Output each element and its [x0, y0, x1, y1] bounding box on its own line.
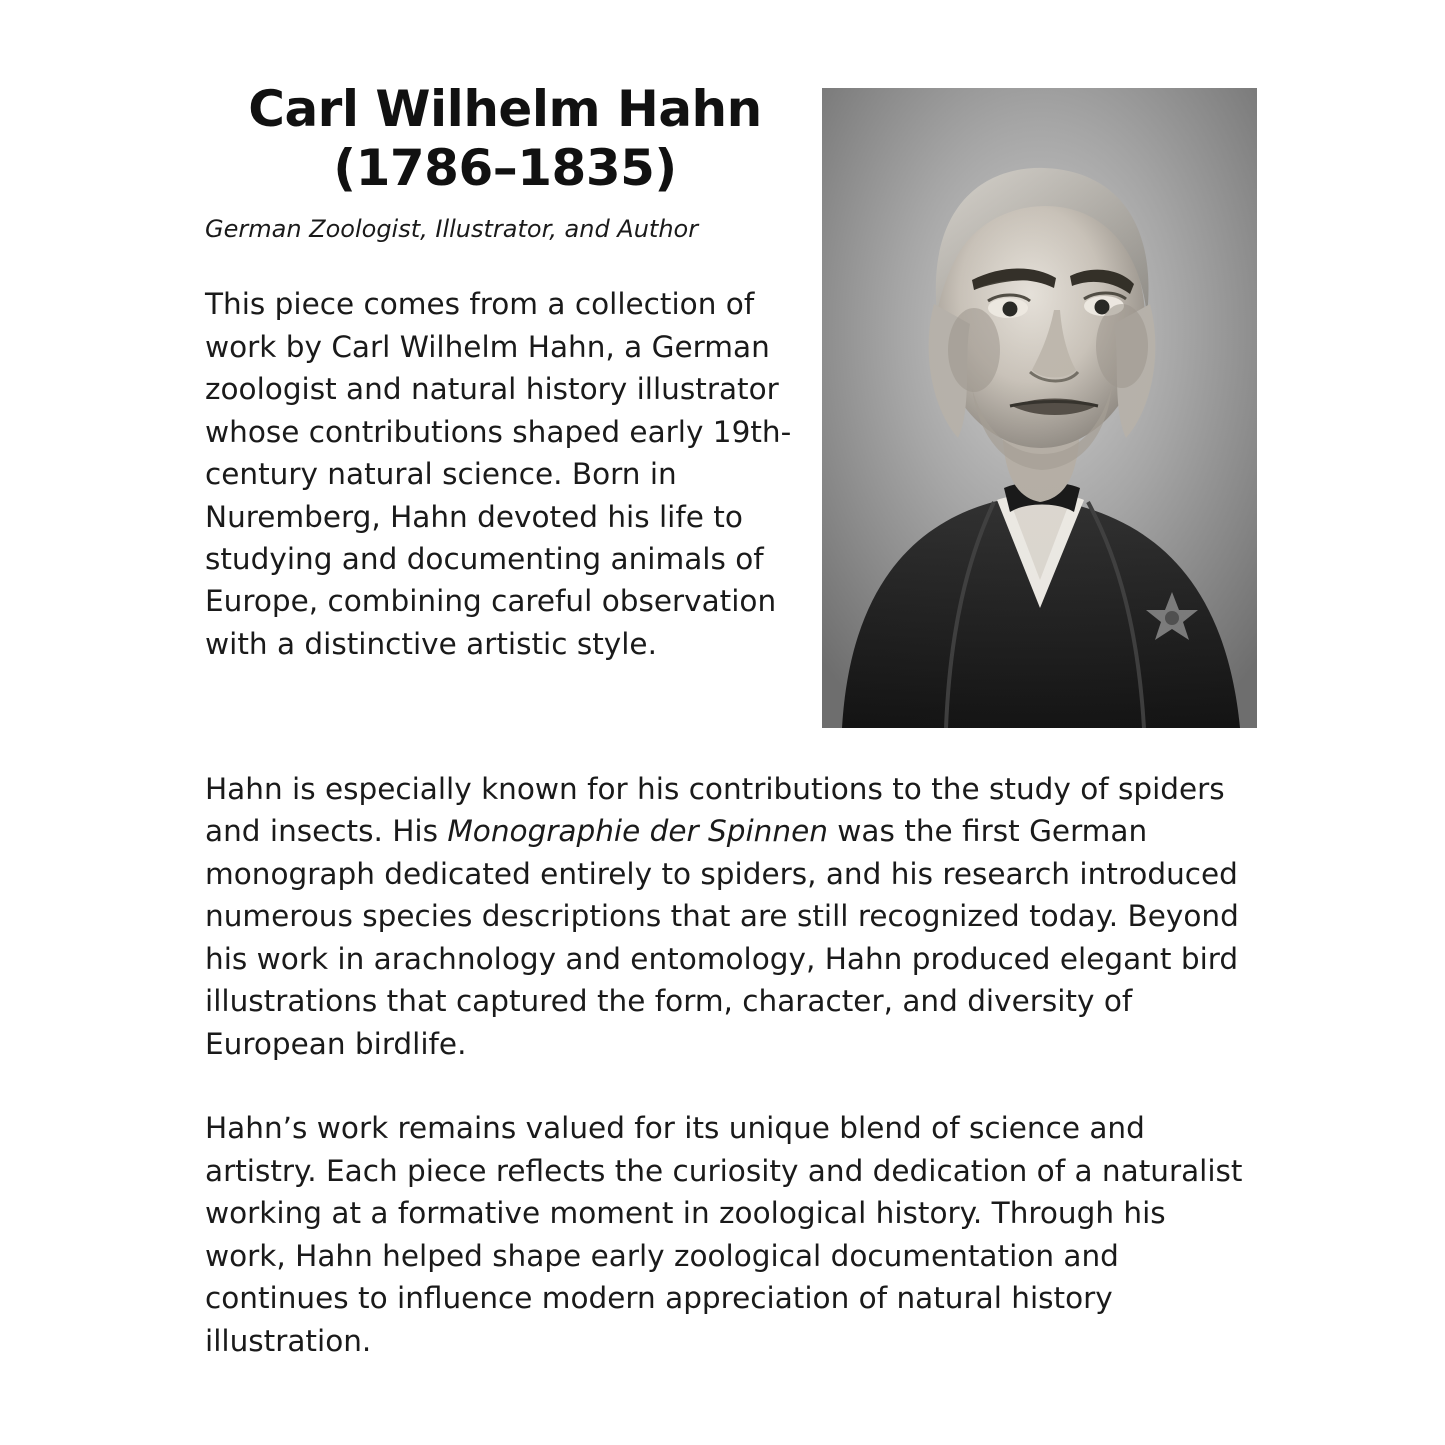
page-title-dates: (1786–1835)	[333, 139, 677, 197]
header-section	[205, 80, 1245, 730]
paragraph-two-part-two: was the first German monograph dedicated entirely to spiders, and his research introduced numerous species descriptions that are still recognized today. Beyond his work in arachnology and entomology, Hahn produced elegant bird illustrations that captured the form, character, and diversity of European birdlife.	[205, 814, 1239, 1061]
body-section	[205, 768, 1245, 1362]
intro-paragraph: This piece comes from a collection of work by Carl Wilhelm Hahn, a German zoologist and natural history illustrator whose contributions shaped early 19th-century natural science. Born in Nuremberg, Hahn devoted his life to studying and documenting animals of Europe, combining careful observation with a distinctive artistic style.	[205, 287, 792, 661]
title-block	[205, 80, 805, 245]
paragraph-two	[205, 768, 1245, 1065]
paragraph-three: Hahn’s work remains valued for its unique blend of science and artistry. Each piece reflects the curiosity and dedication of a naturalist working at a formative moment in zoological history. Through his work, Hahn helped shape early zoological documentation and continues to influence modern appreciation of natural history illustration.	[205, 1111, 1243, 1358]
portrait-of-carl-wilhelm-hahn	[822, 88, 1257, 728]
page-title	[205, 80, 805, 198]
subtitle: German Zoologist, Illustrator, and Author	[205, 215, 699, 243]
paragraph-two-part-one: Hahn is especially known for his contributions to the study of spiders and insects. His	[205, 772, 1225, 849]
page-title-name: Carl Wilhelm Hahn	[248, 80, 762, 138]
work-title-monographie: Monographie der Spinnen	[447, 814, 828, 849]
